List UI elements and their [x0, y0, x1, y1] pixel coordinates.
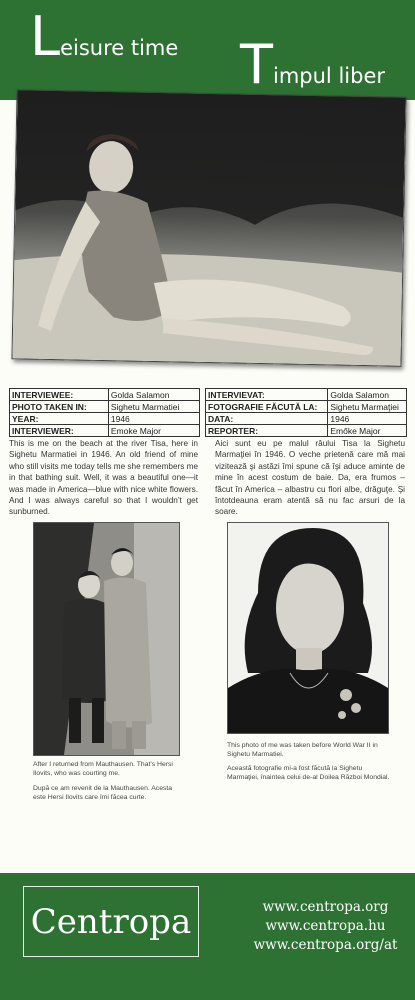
website-link[interactable]: www.centropa.org/at [253, 937, 398, 953]
info-row [206, 413, 407, 425]
caption-photo3-romanian: Această fotografie mi-a fost făcută la Sighetu Marmaţiei, înaintea celui de-al Doilea Război Mondial. [227, 765, 390, 781]
story-text-english: This is me on the beach at the river Tisa, here in Sighetu Marmatiei in 1946. An old friend of mine who still visits me today tells me she remembers me in that bathing suit. Well, it was a beautiful one—it was made in America—blue with nice white flowers. And I was always careful so that I wouldn’t get sunburned. [9, 439, 198, 517]
info-row [206, 389, 407, 401]
title-english-rest: eisure time [60, 36, 179, 60]
centropa-logo [23, 886, 199, 957]
info-value: Golda Salamon [108, 389, 199, 401]
info-row [206, 425, 407, 437]
info-label: YEAR: [10, 413, 109, 425]
info-label: INTERVIEWER: [10, 425, 109, 437]
info-value: Sighetu Marmatiei [108, 401, 199, 413]
info-table-english [9, 388, 200, 437]
info-row [10, 401, 200, 413]
info-row [10, 389, 200, 401]
logo-text: Centropa [30, 901, 192, 942]
website-link[interactable]: www.centropa.hu [265, 918, 386, 934]
info-label: INTERVIEVAT: [206, 389, 328, 401]
info-value: Emőke Major [328, 425, 407, 437]
website-links [248, 898, 403, 955]
title-romanian-rest: impul liber [273, 64, 385, 88]
title-romanian [240, 33, 385, 96]
portrait-photo [227, 522, 389, 734]
info-value: 1946 [328, 413, 407, 425]
info-value: Emoke Major [108, 425, 199, 437]
beach-photo [11, 89, 406, 366]
caption-photo3-english: This photo of me was taken before World War II in Sighetu Marmatiei. [227, 742, 378, 758]
info-value: Sighetu Marmaţiei [328, 401, 407, 413]
couple-photo [33, 522, 180, 756]
info-value: Golda Salamon [328, 389, 407, 401]
website-link[interactable]: www.centropa.org [262, 899, 389, 915]
info-row [10, 413, 200, 425]
footer-banner [0, 873, 415, 1000]
info-label: PHOTO TAKEN IN: [10, 401, 109, 413]
title-english-initial: L [30, 5, 61, 68]
header-banner [0, 0, 415, 100]
info-value: 1946 [108, 413, 199, 425]
info-row [10, 425, 200, 437]
info-label: INTERVIEWEE: [10, 389, 109, 401]
caption-photo2-english: After I returned from Mauthausen. That’s Hersi Ilovits, who was courting me. [33, 761, 173, 777]
title-english [30, 5, 179, 68]
info-label: DATA: [206, 413, 328, 425]
info-table-romanian [205, 388, 407, 437]
info-label: REPORTER: [206, 425, 328, 437]
story-text-romanian: Aici sunt eu pe malul râului Tisa la Sighetu Marmaţiei în 1946. O veche prietenă care mă mai vizitează şi astăzi îmi spune că îşi aduce aminte de mine în acest costum de baie. Da, era frumos – făcut în America – albastru cu flori albe, drăguţe. Şi întotdeauna eram atentă să nu fac arsuri de la soare. [215, 439, 405, 517]
info-label: FOTOGRAFIE FĂCUTĂ LA: [206, 401, 328, 413]
title-romanian-initial: T [240, 33, 273, 96]
info-row [206, 401, 407, 413]
caption-photo2-romanian: După ce am revenit de la Mauthausen. Acesta este Hersi Ilovits care îmi făcea curte. [33, 785, 173, 801]
